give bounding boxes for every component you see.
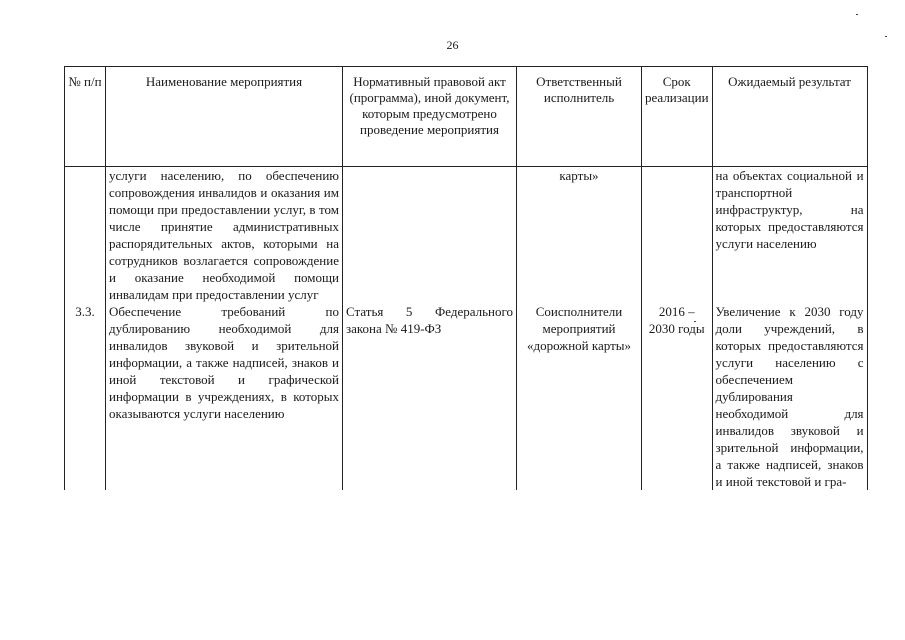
scan-speck-top — [856, 14, 858, 15]
cell-result: Увеличение к 2030 году доли учреждений, в которых предоставляются услуги населению с обеспечением дублирования необходимой для инвалидов звуковой и зрительной информации, а также надписей, знаков и иной текстовой и гра- — [712, 303, 867, 490]
measures-table — [64, 66, 868, 490]
cell-responsible: карты» — [517, 167, 642, 304]
cell-num — [65, 167, 106, 304]
header-term: Срок реализации — [642, 67, 713, 167]
table-row-continued — [65, 167, 868, 304]
header-normative: Нормативный правовой акт (программа), иной документ, которым предусмотрено проведение мероприятия — [343, 67, 517, 167]
cell-responsible: Соисполнители мероприятий «дорожной карты» — [517, 303, 642, 490]
header-name: Наименование мероприятия — [106, 67, 343, 167]
cell-term — [642, 167, 713, 304]
header-row — [65, 67, 868, 167]
table-row-3-3 — [65, 303, 868, 490]
header-result: Ожидаемый результат — [712, 67, 867, 167]
page-number: 26 — [446, 38, 459, 52]
header-num: № п/п — [65, 67, 106, 167]
scan-speck-right — [885, 36, 887, 37]
cell-result: на объектах социальной и транспортной инфраструктур, на которых предоставляются услуги населению — [712, 167, 867, 304]
cell-normative — [343, 167, 517, 304]
cell-num: 3.3. — [65, 303, 106, 490]
cell-term: 2016 – 2030 годы — [642, 303, 713, 490]
header-responsible: Ответственный исполнитель — [517, 67, 642, 167]
cell-normative: Статья 5 Федерального закона № 419-ФЗ — [343, 303, 517, 490]
cell-name: услуги населению, по обеспечению сопровождения инвалидов и оказания им помощи при предоставлении услуг, в том числе принятие административных распорядительных актов, которыми на сотрудников возлагается сопровождение и оказание необходимой помощи инвалидам при предоставлении услуг — [106, 167, 343, 304]
cell-name: Обеспечение требований по дублированию необходимой для инвалидов звуковой и зрительной информации, а также надписей, знаков и иной текстовой и графической информации в учреждениях, в которых оказываются услуги населению — [106, 303, 343, 490]
